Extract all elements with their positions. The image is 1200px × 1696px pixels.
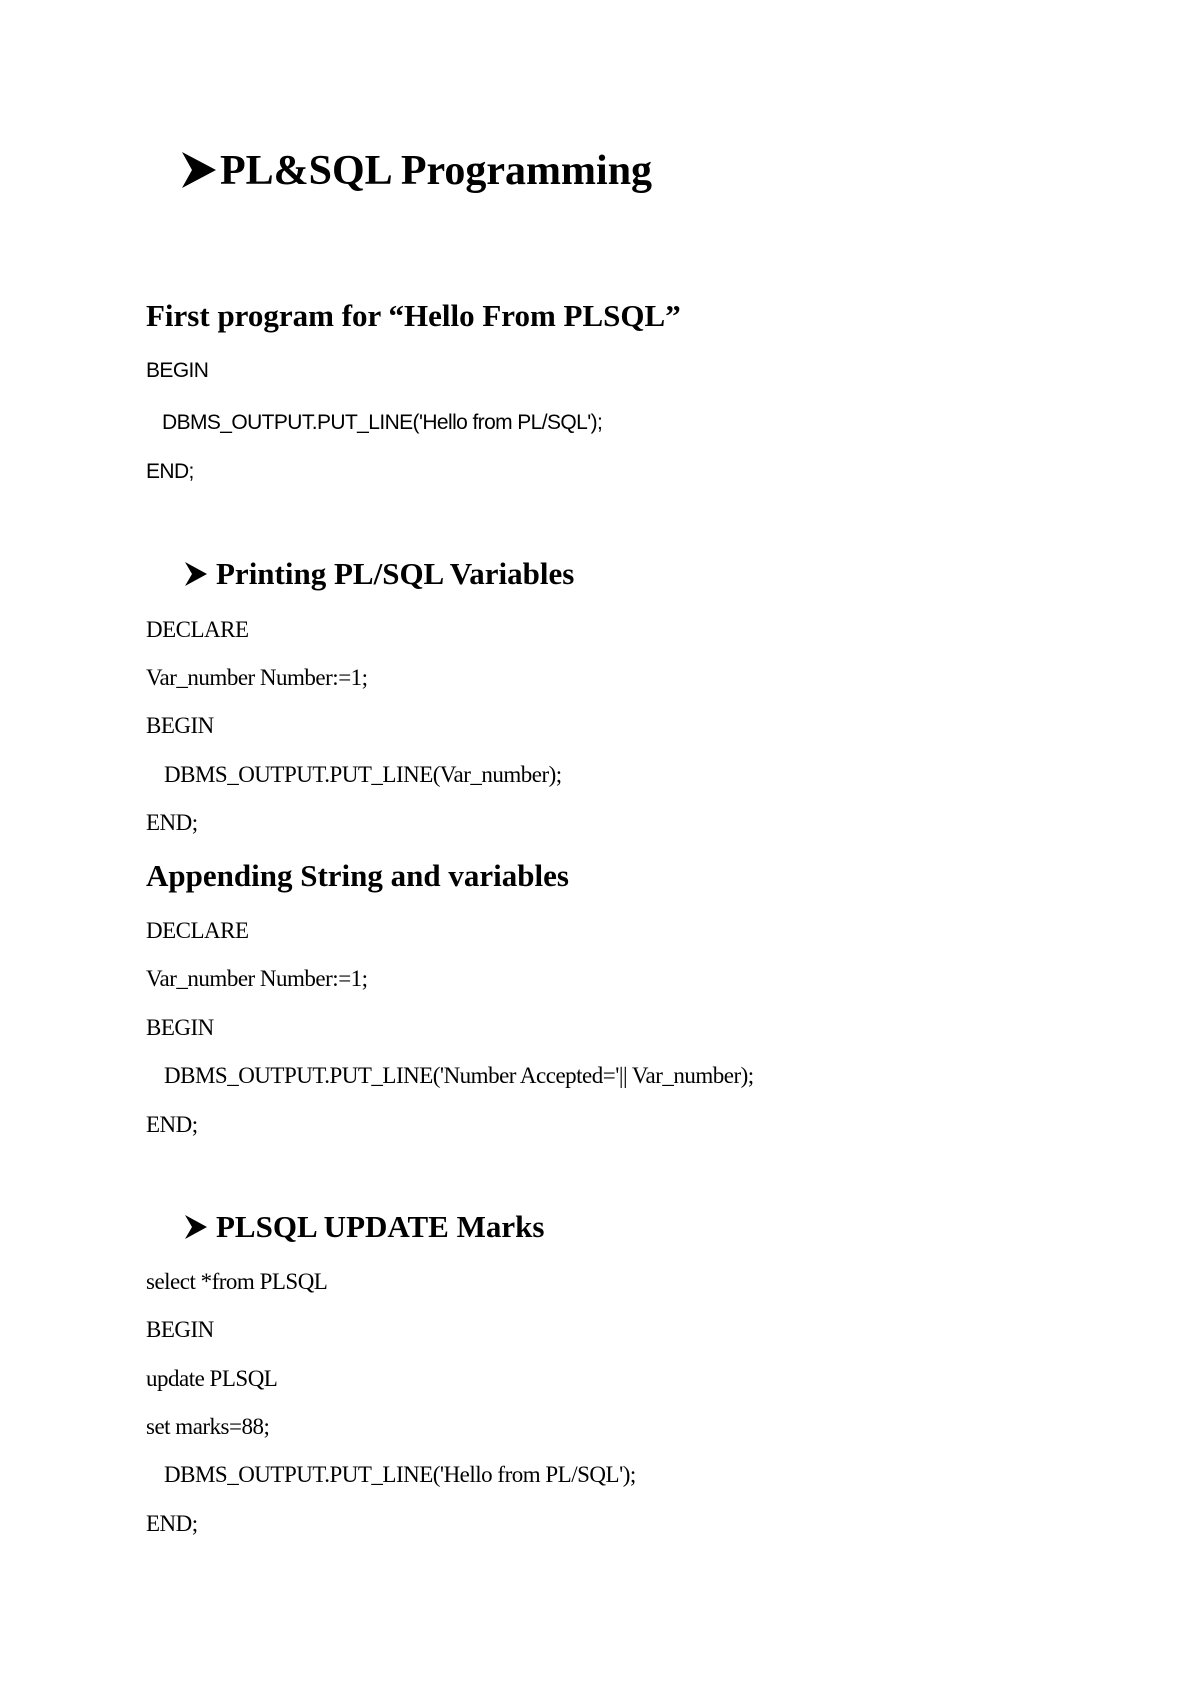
- section1-code-line: BEGIN: [146, 359, 209, 382]
- section1-code-line: END;: [146, 460, 194, 483]
- section4-code-line: set marks=88;: [146, 1414, 270, 1439]
- section2-code-line: DECLARE: [146, 617, 249, 642]
- section4-heading-text: PLSQL UPDATE Marks: [216, 1209, 545, 1244]
- section2-code-line: [164, 763, 562, 786]
- document-title: [180, 150, 652, 192]
- section1-code-line: [162, 412, 602, 433]
- section3-heading: Appending String and variables: [146, 858, 569, 893]
- section1-code-text: DBMS_OUTPUT.PUT_LINE('Hello from PL/SQL');: [162, 411, 603, 434]
- section2-heading: [184, 558, 574, 589]
- section4-code-line: update PLSQL: [146, 1366, 278, 1391]
- section3-code-line: DECLARE: [146, 918, 249, 943]
- section4-heading: [184, 1211, 544, 1242]
- section3-code-line: Var_number Number:=1;: [146, 966, 368, 991]
- section3-code-line: END;: [146, 1112, 198, 1137]
- arrow-bullet-icon: [184, 561, 208, 587]
- section3-code-text: DBMS_OUTPUT.PUT_LINE('Number Accepted='|| Var_number);: [164, 1063, 754, 1088]
- section4-code-line: BEGIN: [146, 1317, 214, 1342]
- section1-heading: First program for “Hello From PLSQL”: [146, 298, 681, 333]
- section2-code-line: Var_number Number:=1;: [146, 665, 368, 690]
- section4-code-line: END;: [146, 1511, 198, 1536]
- arrow-bullet-icon: [180, 150, 218, 190]
- section3-code-line: [164, 1064, 754, 1087]
- section2-code-line: BEGIN: [146, 713, 214, 738]
- section4-code-line: [164, 1463, 636, 1486]
- section2-code-text: DBMS_OUTPUT.PUT_LINE(Var_number);: [164, 762, 562, 787]
- section3-code-line: BEGIN: [146, 1015, 214, 1040]
- section4-code-text: DBMS_OUTPUT.PUT_LINE('Hello from PL/SQL');: [164, 1462, 636, 1487]
- arrow-bullet-icon: [184, 1214, 208, 1240]
- section2-code-line: END;: [146, 810, 198, 835]
- section2-heading-text: Printing PL/SQL Variables: [216, 556, 575, 591]
- title-text: PL&SQL Programming: [220, 148, 653, 194]
- section4-code-line: select *from PLSQL: [146, 1269, 328, 1294]
